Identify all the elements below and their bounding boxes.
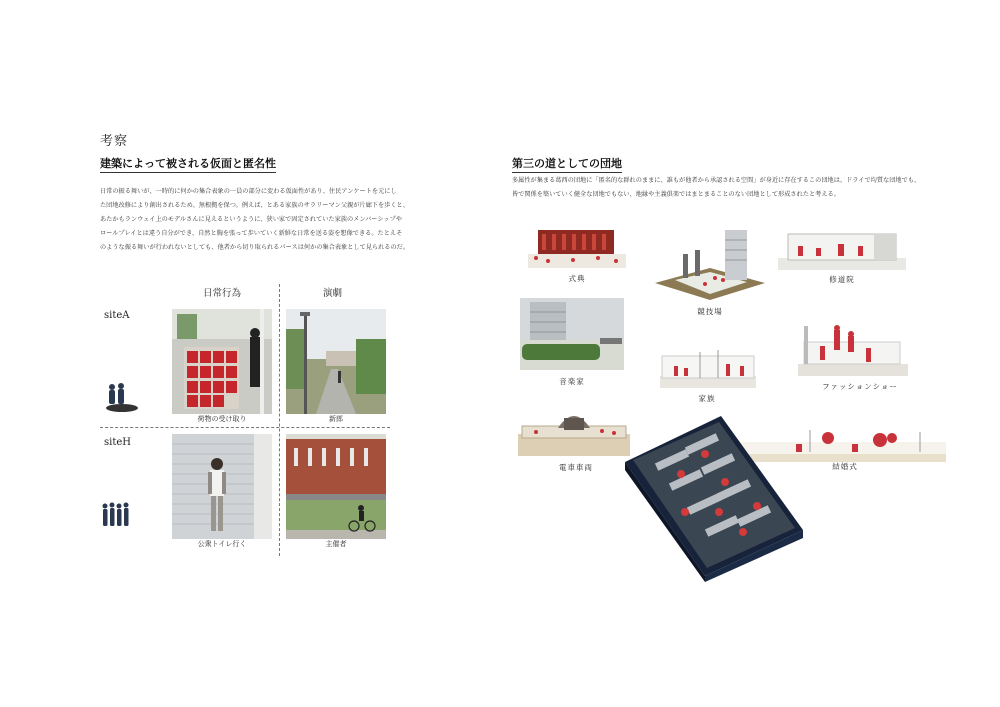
left-heading: 建築によって被される仮面と匿名性 (100, 155, 276, 173)
model-musician-label: 音楽家 (559, 377, 585, 386)
model-ceremony-label: 式典 (568, 274, 586, 283)
caption-public-toilet: 公衆トイレ行く (197, 540, 247, 548)
parcel-pickup-illustration (172, 309, 272, 414)
photo-groom (286, 309, 386, 414)
caption-organizer: 主催者 (325, 540, 347, 548)
photo-public-toilet (172, 434, 272, 539)
left-paragraph-line: 日常の振る舞いが、一時的に何かの集合表象の一員の部分に変わる仮面性があり、住民アンケートを元にし (100, 188, 397, 195)
model-fashion-show-label: ファッションショー (822, 382, 898, 391)
column-divider (279, 284, 280, 556)
model-monastery-image (778, 230, 906, 272)
row-divider (100, 427, 390, 428)
left-paragraph-line: ロールプレイとは違う自分ができ、自然と胸を張って歩いていく新鮮な日常を送る姿を想像できる。たとえそ (100, 230, 403, 237)
group-people-icon (100, 500, 136, 530)
model-train-image (518, 404, 630, 460)
column-header-daily: 日常行為 (203, 288, 242, 299)
right-paragraph-line: 皆で関係を築いていく健全な団地でもない、地縁や主義倶楽ではまとまることのない団地として形成されたと考える。 (512, 191, 840, 198)
two-people-icon (104, 378, 140, 414)
site-label-a: siteA (104, 310, 130, 321)
site-label-h: siteH (104, 437, 131, 448)
model-train-label: 電車車両 (559, 463, 593, 472)
left-paragraph-line: のような振る舞いが行われないとしても、他者から切り取られるパースは何かの集合表象として見られるのだ。 (100, 244, 410, 251)
model-stadium-label: 競技場 (697, 307, 723, 316)
public-toilet-illustration (172, 434, 272, 539)
page-title: 考察 (100, 134, 129, 149)
left-paragraph-line: あたかもランウェイ上のモデルさんに見えるというように、狭い家で固定されていた家族のメンバーシップや (100, 216, 402, 223)
model-monastery-label: 修道院 (829, 275, 855, 284)
organizer-illustration (286, 434, 386, 539)
left-paragraph (100, 185, 409, 255)
model-musician-image (520, 298, 624, 370)
column-header-drama: 演劇 (323, 288, 343, 299)
model-stadium-image (655, 228, 765, 303)
caption-parcel-pickup: 荷物の受け取り (197, 415, 247, 423)
photo-parcel-pickup (172, 309, 272, 414)
caption-groom: 新郎 (329, 415, 343, 423)
left-paragraph-line: た団地改修により創出されるため、無根拠を保つ。例えば、とある家族のサラリーマン父親が片廊下を歩くと、 (100, 202, 409, 209)
groom-illustration (286, 309, 386, 414)
right-paragraph-line: 多属性が集まる葛西の団地に「匿名的な群れのままに、誰もが他者から承認される空間」が身近に存在するこの団地は、ドライで均質な団地でも、 (512, 177, 921, 184)
model-wedding-label: 結婚式 (832, 462, 858, 471)
model-ceremony-image (528, 228, 626, 270)
photo-organizer (286, 434, 386, 539)
model-family-label: 家族 (698, 394, 716, 403)
right-heading: 第三の道としての団地 (512, 155, 622, 173)
model-family-image (660, 348, 756, 390)
right-paragraph (512, 174, 920, 202)
site-model-image (625, 416, 805, 582)
model-fashion-show-image (798, 322, 908, 378)
